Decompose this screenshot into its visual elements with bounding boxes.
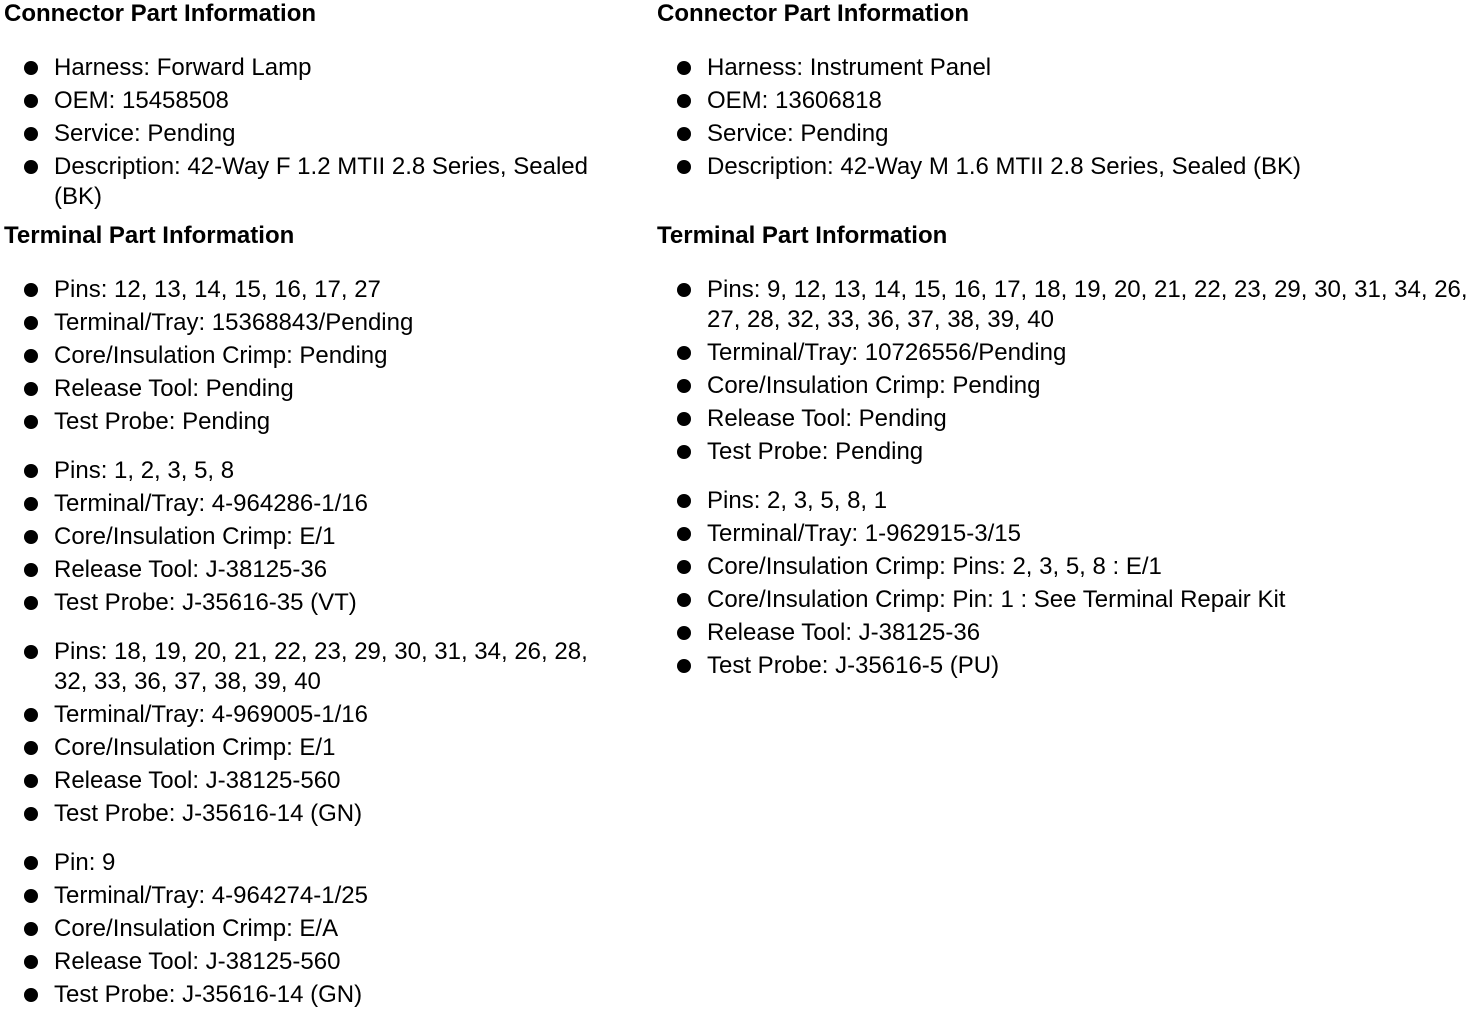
list-item: Harness: Forward Lamp (4, 53, 644, 83)
list-item: Pin: 9 (4, 848, 644, 878)
list-item: Test Probe: J-35616-5 (PU) (657, 651, 1472, 681)
list-item: Release Tool: Pending (657, 404, 1472, 434)
list-item: Pins: 18, 19, 20, 21, 22, 23, 29, 30, 31, 34, 26, 28, 32, 33, 36, 37, 38, 39, 40 (4, 637, 644, 697)
list-item: Description: 42-Way F 1.2 MTII 2.8 Series, Sealed (BK) (4, 152, 644, 212)
list-item: Pins: 9, 12, 13, 14, 15, 16, 17, 18, 19, 20, 21, 22, 23, 29, 30, 31, 34, 26, 27, 28, 32, 33, 36, 37, 38, 39, 40 (657, 275, 1472, 335)
terminal-group (4, 848, 644, 1010)
list-item: Core/Insulation Crimp: E/A (4, 914, 644, 944)
list-item: Test Probe: J-35616-14 (GN) (4, 799, 644, 829)
left-column (4, 0, 644, 1013)
list-item: Pins: 1, 2, 3, 5, 8 (4, 456, 644, 486)
list-item: Terminal/Tray: 15368843/Pending (4, 308, 644, 338)
list-item: Service: Pending (4, 119, 644, 149)
list-item: Release Tool: J-38125-560 (4, 947, 644, 977)
list-item: Terminal/Tray: 4-969005-1/16 (4, 700, 644, 730)
list-item: Core/Insulation Crimp: Pins: 2, 3, 5, 8 : E/1 (657, 552, 1472, 582)
list-item: Core/Insulation Crimp: E/1 (4, 733, 644, 763)
list-item: Release Tool: J-38125-36 (4, 555, 644, 585)
list-item: Core/Insulation Crimp: E/1 (4, 522, 644, 552)
list-item: Pins: 2, 3, 5, 8, 1 (657, 486, 1472, 516)
list-item: Release Tool: J-38125-560 (4, 766, 644, 796)
list-item: OEM: 13606818 (657, 86, 1472, 116)
list-item: Release Tool: Pending (4, 374, 644, 404)
list-item: OEM: 15458508 (4, 86, 644, 116)
list-item: Harness: Instrument Panel (657, 53, 1472, 83)
list-item: Description: 42-Way M 1.6 MTII 2.8 Series, Sealed (BK) (657, 152, 1472, 182)
terminal-group (4, 637, 644, 829)
right-column (657, 0, 1472, 684)
list-item: Pins: 12, 13, 14, 15, 16, 17, 27 (4, 275, 644, 305)
terminal-group (4, 456, 644, 618)
list-item: Test Probe: Pending (657, 437, 1472, 467)
list-item: Service: Pending (657, 119, 1472, 149)
list-item: Terminal/Tray: 4-964286-1/16 (4, 489, 644, 519)
connector-heading: Connector Part Information (4, 0, 317, 27)
list-item: Core/Insulation Crimp: Pin: 1 : See Terminal Repair Kit (657, 585, 1472, 615)
terminal-group (657, 486, 1472, 681)
connector-heading: Connector Part Information (657, 0, 970, 27)
list-item: Test Probe: Pending (4, 407, 644, 437)
list-item: Test Probe: J-35616-35 (VT) (4, 588, 644, 618)
list-item: Terminal/Tray: 4-964274-1/25 (4, 881, 644, 911)
terminal-heading: Terminal Part Information (4, 222, 295, 249)
list-item: Terminal/Tray: 1-962915-3/15 (657, 519, 1472, 549)
connector-info-list (657, 53, 1472, 182)
list-item: Test Probe: J-35616-14 (GN) (4, 980, 644, 1010)
list-item: Core/Insulation Crimp: Pending (4, 341, 644, 371)
list-item: Terminal/Tray: 10726556/Pending (657, 338, 1472, 368)
terminal-heading: Terminal Part Information (657, 222, 948, 249)
connector-info-list (4, 53, 644, 212)
list-item: Core/Insulation Crimp: Pending (657, 371, 1472, 401)
terminal-group (4, 275, 644, 437)
terminal-group (657, 275, 1472, 467)
list-item: Release Tool: J-38125-36 (657, 618, 1472, 648)
